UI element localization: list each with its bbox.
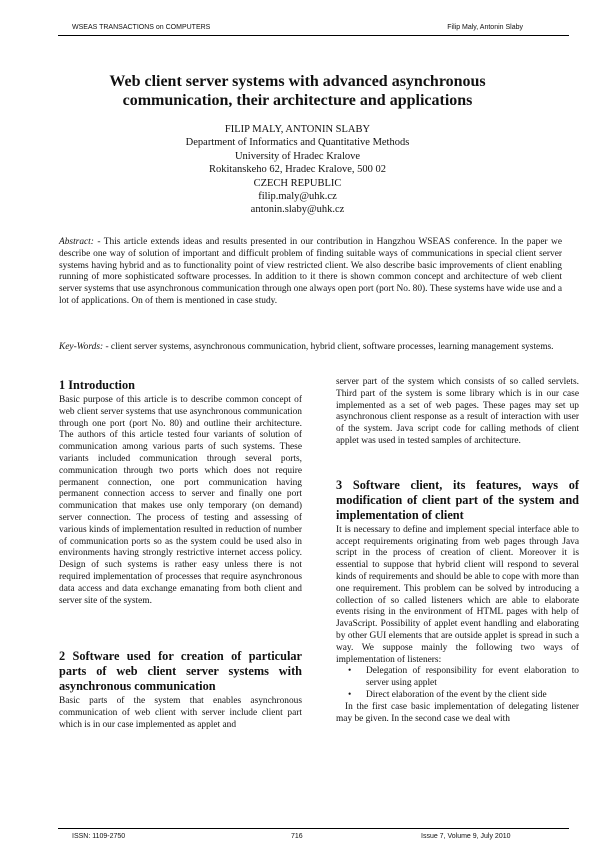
section-3-body: It is necessary to define and implement special interface able to accept requirements originating from web pages through Java script in the process of creation of client. Moreover it is essential to suppose that hybrid client will respond to several kinds of requirements and should be able to cope with more than one requirement. This problem can be solved by introducing a collection of so called listeners which are able to elaborate events rising in the environment of HTML pages with help of JavaScript. Possibility of applet event handling and elaborating by other GUI elements that are outside applet is spread in such a way. We suppose mainly the following two ways of implementation of listeners: [336, 524, 579, 665]
list-item-text: Delegation of responsibility for event elaboration to server using applet [366, 666, 579, 689]
keywords-label: Key-Words: [59, 342, 104, 352]
header-rule [58, 35, 569, 36]
author-university: University of Hradec Kralove [234, 150, 361, 162]
author-department: Department of Informatics and Quantitative Methods [185, 137, 410, 149]
right-column [336, 377, 579, 725]
section-1-body: Basic purpose of this article is to describe common concept of web client server systems that use asynchronous communication through one port (port No. 80) and outline their architecture. The authors of this article tested four variants of solution of communication among various parts of such systems. These variants included communication through several ports, communication through two ports which does not require permanent connection, one port communication having permanent connection access to server and finally one port communication that makes use only temporary (on demand) server connection. The process of testing and assessing of various kinds of implementation resulted in reduction of number of communication ports so as the system could be used also in environments having strongly restrictive internet access policy. Design of such systems is rather easy unless there is not required implementation of processes that require asynchronous data access and data exchange emanating from both client and server site of the system. [59, 395, 302, 606]
author-address: Rokitanskeho 62, Hradec Kralove, 500 02 [209, 164, 386, 176]
author-block [100, 123, 495, 217]
footer-issn: ISSN: 1109-2750 [72, 833, 126, 840]
keywords [59, 342, 562, 354]
paper-title [70, 72, 525, 110]
section-2-body-continued: server part of the system which consists of so called servlets. Third part of the system is some library which is in our case implemented as a set of web pages. These pages may set up asynchronous client response as a result of interaction with user of the system. Java script code for calling methods of client applet was used in tested samples of architecture. [336, 377, 579, 446]
listener-list [336, 666, 579, 701]
list-item [336, 666, 579, 690]
abstract [59, 237, 562, 308]
author-country: CZECH REPUBLIC [253, 177, 342, 189]
section-1-heading: 1 Introduction [59, 378, 135, 392]
keywords-text: - client server systems, asynchronous communication, hybrid client, software processes, learning management systems. [103, 342, 554, 352]
running-header-journal: WSEAS TRANSACTIONS on COMPUTERS [72, 24, 211, 31]
footer-issue: Issue 7, Volume 9, July 2010 [421, 833, 511, 840]
section-3-heading: 3 Software client, its features, ways of modification of client part of the system and implementation of client [336, 477, 579, 522]
author-email-2: antonin.slaby@uhk.cz [250, 204, 345, 216]
paper-title-line-2: communication, their architecture and applications [122, 92, 473, 109]
bullet-icon: • [348, 689, 352, 700]
footer-page-number: 716 [291, 833, 303, 840]
left-column [59, 378, 302, 732]
author-email-1: filip.maly@uhk.cz [258, 191, 337, 203]
list-item-text: Direct elaboration of the event by the client side [366, 689, 547, 700]
list-item [336, 690, 579, 702]
abstract-label: Abstract: [59, 237, 94, 247]
section-3-body-after-list: In the first case basic implementation of delegating listener may be given. In the second case we deal with [336, 701, 579, 724]
footer-rule [58, 828, 569, 829]
section-2-heading: 2 Software used for creation of particular parts of web client server systems with asynchronous communication [59, 649, 302, 694]
section-2-body: Basic parts of the system that enables asynchronous communication of web client with server include client part which is in our case implemented as applet and [59, 696, 302, 730]
bullet-icon: • [348, 666, 352, 677]
paper-title-line-1: Web client server systems with advanced asynchronous [109, 73, 486, 90]
abstract-text: - This article extends ideas and results presented in our contribution in Hangzhou WSEAS conference. In the paper we describe one way of solution of important and difficult problem of finding suitable ways of communications in special client server systems having hybrid and as to functionality point of view restricted client. We also describe basic improvements of client enabling running of more sophisticated software processes. In addition to it there is shown common concept and architecture of web client server systems that use asynchronous communication through one always open port (port No. 80). These systems have wide use and a lot of applications. On of them is mentioned in case study. [59, 237, 562, 306]
author-names: FILIP MALY, ANTONIN SLABY [224, 124, 371, 135]
running-header-authors: Filip Maly, Antonin Slaby [447, 24, 523, 31]
